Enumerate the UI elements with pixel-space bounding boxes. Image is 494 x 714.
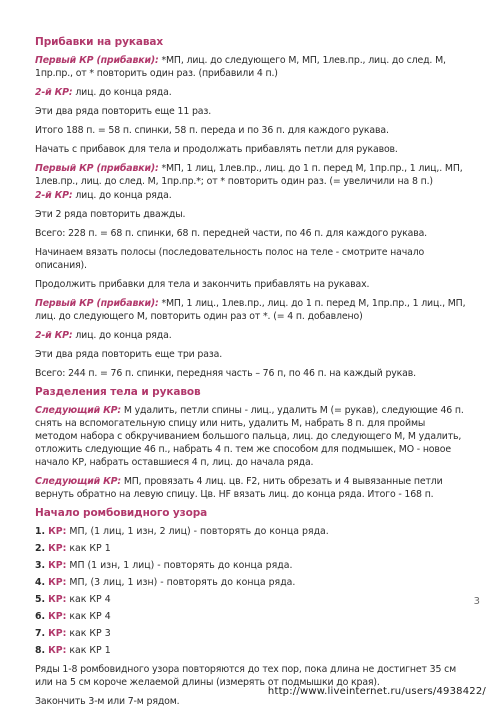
paragraph-repeat: Эти два ряда повторить еще три раза. [35, 349, 223, 360]
row-number: 3. [35, 560, 46, 571]
paragraph-second-round [35, 86, 467, 99]
paragraph-total: Итого 188 п. = 58 п. спинки, 58 п. переда и по 36 п. для каждого рукава. [35, 125, 389, 136]
row-number: 1. [35, 526, 46, 537]
row-number: 7. [35, 628, 46, 639]
paragraph-instructions: Начать с прибавок для тела и продолжать прибавлять петли для рукавов. [35, 144, 398, 155]
section-title-body-sleeve-division: Разделения тела и рукавов [35, 386, 201, 398]
row-text: МП, (1 лиц, 1 изн, 2 лиц) - повторять до конца ряда. [66, 526, 329, 537]
row-label: Следующий КР: [35, 476, 122, 487]
row-text: лиц. до конца ряда. [72, 190, 172, 201]
paragraph-total: Всего: 244 п. = 76 п. спинки, передняя часть – 76 п, по 46 п. на каждый рукав. [35, 368, 416, 379]
row-label: КР: [48, 628, 67, 639]
paragraph-repeat-rows: Ряды 1-8 ромбовидного узора повторяются до тех пор, пока длина не достигнет 35 см или на 5 см короче желаемой длины (измерять от подмышки до края). [35, 664, 457, 688]
row-text: как КР 4 [66, 611, 111, 622]
list-item [35, 644, 467, 657]
list-item [35, 610, 467, 623]
paragraph-finish: Закончить 3-м или 7-м рядом. [35, 696, 180, 707]
row-label: КР: [48, 560, 67, 571]
paragraph-repeat: Эти 2 ряда повторить дважды. [35, 209, 186, 220]
row-text: лиц. до конца ряда. [72, 87, 172, 98]
list-item [35, 593, 467, 606]
row-number: 4. [35, 577, 46, 588]
row-text: как КР 1 [66, 645, 111, 656]
row-text: МП, провязать 4 лиц. цв. F2, нить обрезать и 4 вывязанные петли вернуть обратно на левую спицу. Цв. HF вязать лиц. до конца ряда. Итого - 168 п. [35, 476, 443, 500]
row-label: КР: [48, 645, 67, 656]
row-number: 5. [35, 594, 46, 605]
paragraph-next-round [35, 475, 467, 501]
paragraph-next-round [35, 404, 467, 469]
pattern-row-list [35, 525, 467, 657]
document-page [35, 36, 467, 714]
row-label: КР: [48, 543, 67, 554]
paragraph-first-round [35, 162, 467, 188]
row-label: 2-й КР: [35, 87, 73, 98]
paragraph-total: Всего: 228 п. = 68 п. спинки, 68 п. передней части, по 46 п. для каждого рукава. [35, 228, 427, 239]
row-text: лиц. до конца ряда. [72, 330, 172, 341]
section-title-diamond-pattern: Начало ромбовидного узора [35, 507, 208, 519]
row-text: МП (1 изн, 1 лиц) - повторять до конца ряда. [66, 560, 293, 571]
paragraph-first-round [35, 54, 467, 80]
paragraph-stripes: Начинаем вязать полосы (последовательность полос на теле - смотрите начало описания). [35, 247, 425, 271]
row-text: *МП, 1 лиц, 1лев.пр., лиц. до 1 п. перед М, 1пр.пр., 1 лиц,. МП, 1лев.пр., лиц. до след. М, 1пр.пр.*; от * повторить один раз. (= увеличили на 8 п.) [35, 163, 463, 187]
row-text: как КР 3 [66, 628, 111, 639]
list-item [35, 576, 467, 589]
row-label: КР: [48, 611, 67, 622]
list-item [35, 627, 467, 640]
section-title-sleeve-increases: Прибавки на рукавах [35, 36, 164, 48]
row-text: как КР 1 [66, 543, 111, 554]
row-text: М удалить, петли спины - лиц., удалить М (= рукав), следующие 46 п. снять на вспомогательную спицу или нить, удалить М, набрать 8 п. для проймы методом набора с обкручиванием большого пальца, лиц. до следующего М, М удалить, отложить следующие 46 п., набрать 4 п. тем же способом для подмышек, МО - новое начало КР, набрать оставшиеся 4 п, лиц. до начала ряда. [35, 405, 464, 468]
row-text: *МП, лиц. до следующего М, МП, 1лев.пр., лиц. до след. М, 1пр.пр., от * повторить один раз. (прибавили 4 п.) [35, 55, 446, 79]
row-number: 6. [35, 611, 46, 622]
row-label: Первый КР (прибавки): [35, 163, 159, 174]
list-item [35, 542, 467, 555]
row-number: 2. [35, 543, 46, 554]
paragraph-first-round [35, 297, 467, 323]
row-label: КР: [48, 577, 67, 588]
row-label: Первый КР (прибавки): [35, 298, 159, 309]
paragraph-second-round [35, 189, 467, 202]
row-label: Первый КР (прибавки): [35, 55, 159, 66]
source-url-link[interactable]: http://www.liveinternet.ru/users/4938422/ [267, 686, 486, 697]
list-item [35, 559, 467, 572]
row-label: 2-й КР: [35, 190, 73, 201]
row-text: МП, (3 лиц, 1 изн) - повторять до конца ряда. [66, 577, 296, 588]
paragraph-second-round [35, 329, 467, 342]
row-label: КР: [48, 526, 67, 537]
paragraph-continue: Продолжить прибавки для тела и закончить прибавлять на рукавах. [35, 279, 370, 290]
paragraph-repeat: Эти два ряда повторить еще 11 раз. [35, 106, 212, 117]
row-text: *МП, 1 лиц., 1лев.пр., лиц. до 1 п. перед М, 1пр.пр., 1 лиц., МП, лиц. до следующего М, повторить один раз от *. (= 4 п. добавлено) [35, 298, 466, 322]
row-number: 8. [35, 645, 46, 656]
row-label: КР: [48, 594, 67, 605]
row-text: как КР 4 [66, 594, 111, 605]
row-label: 2-й КР: [35, 330, 73, 341]
row-label: Следующий КР: [35, 405, 122, 416]
page-number: 3 [473, 596, 480, 607]
list-item [35, 525, 467, 538]
